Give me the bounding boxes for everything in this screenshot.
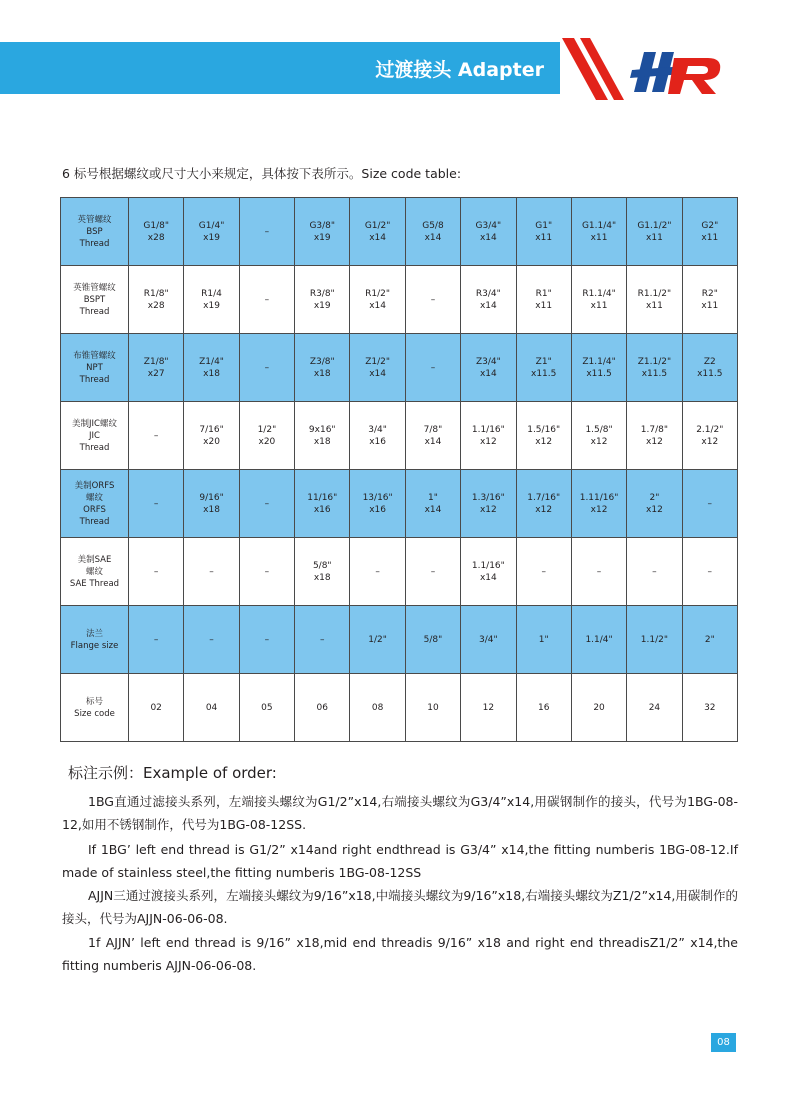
cell-line: Z1.1/4" (582, 356, 616, 367)
table-cell (627, 334, 682, 402)
table-cell (129, 606, 184, 674)
table-cell (350, 198, 405, 266)
cell-line: G3/8" (309, 220, 336, 231)
cell-line: Z1/8" (143, 356, 169, 367)
cell-line: 32 (704, 702, 716, 713)
cell-line: 1" (538, 634, 549, 645)
table-cell (239, 198, 294, 266)
table-row (61, 334, 738, 402)
cell-line: – (209, 634, 214, 645)
cell-line: 1.1/16" (471, 424, 505, 435)
size-code-intro: 6 标号根据螺纹或尺寸大小来规定，具体按下表所示。Size code table: (62, 166, 462, 181)
cell-line: G1/8" (143, 220, 169, 231)
cell-line: 05 (261, 702, 273, 713)
table-cell (129, 334, 184, 402)
table-cell (405, 538, 460, 606)
table-cell (571, 606, 626, 674)
row-header (61, 674, 129, 742)
table-cell (461, 266, 516, 334)
table-cell (627, 606, 682, 674)
cell-line: x14 (369, 368, 386, 379)
row-header-line: 标号 (85, 696, 103, 707)
cell-line: x14 (479, 368, 497, 379)
row-header (61, 470, 129, 538)
cell-line: 1.1/16" (471, 560, 505, 571)
table-row (61, 198, 738, 266)
table-cell (184, 606, 239, 674)
cell-line: – (264, 294, 270, 305)
row-header-line: Thread (79, 516, 110, 527)
row-header-line: BSP (86, 226, 103, 237)
page-title: 过渡接头 Adapter (375, 59, 544, 81)
cell-line: 5/8" (312, 560, 332, 571)
cell-line: x11 (701, 232, 719, 243)
row-header-line: 英管螺纹 (77, 214, 112, 225)
table-cell (184, 538, 239, 606)
row-header-line: 美制ORFS (74, 480, 115, 491)
cell-line: 1.7/8" (640, 424, 669, 435)
cell-line: – (264, 362, 270, 373)
cell-line: 04 (205, 702, 218, 713)
cell-line: – (430, 294, 436, 305)
row-header (61, 538, 129, 606)
cell-line: x28 (147, 232, 165, 243)
row-header-line: Thread (79, 306, 110, 317)
cell-line: 1.5/16" (527, 424, 561, 435)
cell-line: 3/4" (368, 424, 387, 435)
row-header-line: Flange size (70, 640, 119, 651)
table-cell (516, 674, 571, 742)
table-cell (627, 198, 682, 266)
table-cell (350, 402, 405, 470)
row-header-line: Thread (79, 238, 110, 249)
row-header-line: Size code (74, 708, 115, 719)
cell-line: x14 (424, 504, 442, 515)
cell-line: x16 (313, 504, 331, 515)
table-cell (461, 198, 516, 266)
table-cell (239, 538, 294, 606)
table-cell (239, 266, 294, 334)
table-cell (239, 606, 294, 674)
cell-line: 1.3/16" (471, 492, 505, 503)
cell-line: x11.5 (531, 368, 557, 379)
cell-line: x11.5 (641, 368, 668, 379)
cell-line: x11.5 (586, 368, 612, 379)
cell-line: – (153, 430, 159, 441)
cell-line: Z1/2" (365, 356, 391, 367)
table-cell (129, 402, 184, 470)
table-cell (627, 470, 682, 538)
cell-line: 1.7/16" (527, 492, 561, 503)
cell-line: 1.1/2" (640, 634, 669, 645)
cell-line: 1.1/4" (585, 634, 613, 645)
cell-line: 11/16" (307, 492, 338, 503)
cell-line: x19 (313, 300, 331, 311)
table-cell (461, 402, 516, 470)
cell-line: R2" (701, 288, 718, 299)
cell-line: 02 (150, 702, 162, 713)
table-cell (129, 198, 184, 266)
row-header (61, 266, 129, 334)
cell-line: 1.11/16" (579, 492, 619, 503)
table-cell (516, 538, 571, 606)
table-cell (350, 266, 405, 334)
table-cell (184, 402, 239, 470)
table-cell (405, 198, 460, 266)
cell-line: x12 (590, 504, 608, 515)
cell-line: x14 (424, 436, 442, 447)
row-header-line: 螺纹 (85, 492, 103, 503)
table-cell (350, 538, 405, 606)
cell-line: 9/16" (199, 492, 224, 503)
cell-line: 9x16" (308, 424, 336, 435)
cell-line: x12 (701, 436, 719, 447)
cell-line: R1/4 (201, 288, 222, 299)
table-row (61, 402, 738, 470)
table-cell (682, 606, 737, 674)
table-cell (682, 198, 737, 266)
example-paragraph: If 1BG’ left end thread is G1/2” x14and right endthread is G3/4” x14,the fitting numberis 1BG-08-12.If made of stainless steel,the fitting numberis 1BG-08-12SS (62, 842, 738, 880)
table-cell (627, 538, 682, 606)
cell-line: 13/16" (362, 492, 393, 503)
cell-line: – (707, 566, 713, 577)
table-cell (295, 198, 350, 266)
cell-line: – (707, 498, 713, 509)
row-header-line: 螺纹 (85, 566, 103, 577)
row-header-line: JIC (89, 430, 100, 441)
row-header-line: 英锥管螺纹 (73, 282, 116, 293)
cell-line: x14 (479, 232, 497, 243)
table-cell (682, 334, 737, 402)
cell-line: x11 (701, 300, 719, 311)
table-cell (627, 266, 682, 334)
cell-line: x16 (369, 504, 386, 515)
table-cell (350, 674, 405, 742)
cell-line: 08 (371, 702, 384, 713)
cell-line: 2.1/2" (696, 424, 724, 435)
cell-line: – (153, 634, 159, 645)
table-cell (350, 470, 405, 538)
cell-line: G1/2" (364, 220, 391, 231)
row-header (61, 198, 129, 266)
cell-line: 10 (427, 702, 439, 713)
cell-line: R3/8" (309, 288, 335, 299)
cell-line: 06 (316, 702, 328, 713)
table-cell (129, 470, 184, 538)
header-banner (0, 42, 560, 94)
table-cell (571, 334, 626, 402)
row-header-line: Thread (79, 374, 110, 385)
table-cell (239, 334, 294, 402)
table-cell (571, 538, 626, 606)
table-cell (571, 266, 626, 334)
cell-line: x12 (479, 436, 497, 447)
cell-line: x11 (590, 232, 608, 243)
cell-line: Z3/4" (475, 356, 501, 367)
table-cell (184, 198, 239, 266)
cell-line: – (264, 226, 270, 237)
table-cell (682, 470, 737, 538)
table-cell (461, 538, 516, 606)
cell-line: – (209, 566, 214, 577)
cell-line: – (430, 566, 436, 577)
table-cell (682, 538, 737, 606)
table-cell (405, 674, 460, 742)
cell-line: – (153, 498, 159, 509)
cell-line: Z3/8" (309, 356, 335, 367)
row-header (61, 402, 129, 470)
cell-line: x14 (424, 232, 442, 243)
table-cell (295, 538, 350, 606)
table-cell (295, 470, 350, 538)
cell-line: x19 (203, 300, 220, 311)
cell-line: 1/2" (368, 634, 387, 645)
table-cell (516, 198, 571, 266)
cell-line: R1.1/2" (637, 288, 672, 299)
cell-line: R1/2" (365, 288, 391, 299)
example-paragraph: 1f AJJN’ left end thread is 9/16” x18,mid end threadis 9/16” x18 and right end threadisZ1/2” x14,the fitting numberis AJJN-06-06-08. (62, 935, 738, 973)
row-header-line: BSPT (83, 294, 106, 305)
cell-line: G5/8 (422, 220, 444, 231)
cell-line: x14 (369, 232, 386, 243)
cell-line: x11 (535, 300, 553, 311)
cell-line: x12 (646, 436, 663, 447)
table-cell (295, 334, 350, 402)
cell-line: – (430, 362, 436, 373)
cell-line: – (541, 566, 546, 577)
row-header-line: 美制SAE (77, 554, 112, 565)
table-cell (516, 334, 571, 402)
cell-line: x11 (535, 232, 553, 243)
table-cell (627, 674, 682, 742)
cell-line: Z1.1/2" (637, 356, 672, 367)
row-header-line: 法兰 (85, 628, 103, 639)
cell-line: x12 (646, 504, 663, 515)
cell-line: 24 (648, 702, 661, 713)
size-code-table (60, 197, 738, 742)
example-paragraph: AJJN三通过渡接头系列，左端接头螺纹为9/16”x18,中端接头螺纹为9/16”x18,右端接头螺纹为Z1/2”x14,用碳制作的接头，代号为AJJN-06-06-08. (62, 888, 738, 926)
cell-line: x11 (646, 232, 663, 243)
table-cell (516, 470, 571, 538)
cell-line: x14 (369, 300, 386, 311)
table-row (61, 470, 738, 538)
cell-line: R3/4" (475, 288, 501, 299)
cell-line: – (264, 566, 270, 577)
table-cell (516, 402, 571, 470)
cell-line: – (264, 634, 270, 645)
table-cell (405, 606, 460, 674)
cell-line: G3/4" (475, 220, 502, 231)
table-cell (184, 334, 239, 402)
table-cell (405, 334, 460, 402)
table-cell (184, 266, 239, 334)
cell-line: x14 (479, 300, 497, 311)
cell-line: x12 (535, 436, 553, 447)
cell-line: Z1" (535, 356, 552, 367)
table-row (61, 674, 738, 742)
cell-line: – (375, 566, 380, 577)
cell-line: G1/4" (198, 220, 225, 231)
table-cell (129, 538, 184, 606)
cell-line: R1" (535, 288, 552, 299)
table-cell (239, 470, 294, 538)
cell-line: – (652, 566, 657, 577)
row-header-line: NPT (86, 362, 103, 373)
example-paragraph: 1BG直通过滤接头系列，左端接头螺纹为G1/2”x14,右端接头螺纹为G3/4”x14,用碳钢制作的接头，代号为1BG-08-12,如用不锈钢制作，代号为1BG-08-12SS. (62, 794, 738, 832)
cell-line: G1.1/2" (637, 220, 672, 231)
company-logo (560, 34, 740, 104)
page-number: 08 (711, 1033, 736, 1052)
cell-line: 7/8" (423, 424, 443, 435)
table-cell (184, 674, 239, 742)
cell-line: – (596, 566, 602, 577)
cell-line: x12 (479, 504, 497, 515)
cell-line: – (264, 498, 270, 509)
table-cell (239, 674, 294, 742)
cell-line: x20 (258, 436, 276, 447)
cell-line: 1.5/8" (585, 424, 613, 435)
row-header (61, 606, 129, 674)
cell-line: G1" (535, 220, 553, 231)
table-cell (571, 402, 626, 470)
table-cell (295, 606, 350, 674)
table-cell (682, 674, 737, 742)
table-cell (682, 266, 737, 334)
cell-line: 2" (704, 634, 715, 645)
table-cell (405, 470, 460, 538)
table-cell (239, 402, 294, 470)
table-cell (461, 470, 516, 538)
cell-line: x28 (147, 300, 165, 311)
table-cell (129, 674, 184, 742)
table-cell (461, 606, 516, 674)
row-header (61, 334, 129, 402)
cell-line: x19 (313, 232, 331, 243)
table-cell (405, 266, 460, 334)
cell-line: x12 (590, 436, 608, 447)
cell-line: x20 (203, 436, 220, 447)
table-cell (682, 402, 737, 470)
row-header-line: Thread (79, 442, 110, 453)
row-header-line: ORFS (83, 504, 106, 515)
row-header-line: 美制JIC螺纹 (72, 418, 117, 429)
table-cell (516, 266, 571, 334)
cell-line: – (320, 634, 325, 645)
cell-line: R1.1/4" (582, 288, 616, 299)
table-cell (295, 402, 350, 470)
table-row (61, 606, 738, 674)
table-cell (295, 674, 350, 742)
cell-line: x27 (147, 368, 165, 379)
cell-line: 20 (593, 702, 605, 713)
cell-line: – (153, 566, 159, 577)
cell-line: x16 (369, 436, 386, 447)
cell-line: 3/4" (479, 634, 498, 645)
cell-line: x18 (313, 572, 331, 583)
table-cell (129, 266, 184, 334)
table-cell (184, 470, 239, 538)
cell-line: R1/8" (143, 288, 169, 299)
cell-line: 5/8" (423, 634, 443, 645)
table-cell (461, 334, 516, 402)
table-cell (295, 266, 350, 334)
cell-line: 1" (428, 492, 438, 503)
table-cell (571, 198, 626, 266)
cell-line: x14 (479, 572, 497, 583)
cell-line: 7/16" (199, 424, 224, 435)
table-cell (350, 334, 405, 402)
cell-line: Z1/4" (199, 356, 224, 367)
table-cell (405, 402, 460, 470)
cell-line: 1/2" (257, 424, 277, 435)
cell-line: G2" (701, 220, 719, 231)
example-heading: 标注示例：Example of order: (68, 764, 277, 782)
cell-line: 2" (649, 492, 660, 503)
cell-line: x12 (535, 504, 553, 515)
cell-line: x18 (313, 368, 331, 379)
cell-line: x18 (203, 504, 220, 515)
table-cell (516, 606, 571, 674)
logo-letter-r (668, 58, 720, 94)
table-cell (571, 470, 626, 538)
table-cell (571, 674, 626, 742)
table-cell (627, 402, 682, 470)
row-header-line: 布锥管螺纹 (73, 350, 116, 361)
cell-line: 12 (482, 702, 495, 713)
cell-line: x18 (203, 368, 220, 379)
table-row (61, 266, 738, 334)
cell-line: x11 (646, 300, 663, 311)
table-row (61, 538, 738, 606)
cell-line: x18 (313, 436, 331, 447)
cell-line: x11.5 (697, 368, 723, 379)
cell-line: Z2 (703, 356, 716, 367)
cell-line: G1.1/4" (581, 220, 617, 231)
row-header-line: SAE Thread (69, 578, 120, 589)
table-cell (350, 606, 405, 674)
table-cell (461, 674, 516, 742)
cell-line: 16 (537, 702, 550, 713)
cell-line: x11 (590, 300, 608, 311)
cell-line: x19 (203, 232, 220, 243)
